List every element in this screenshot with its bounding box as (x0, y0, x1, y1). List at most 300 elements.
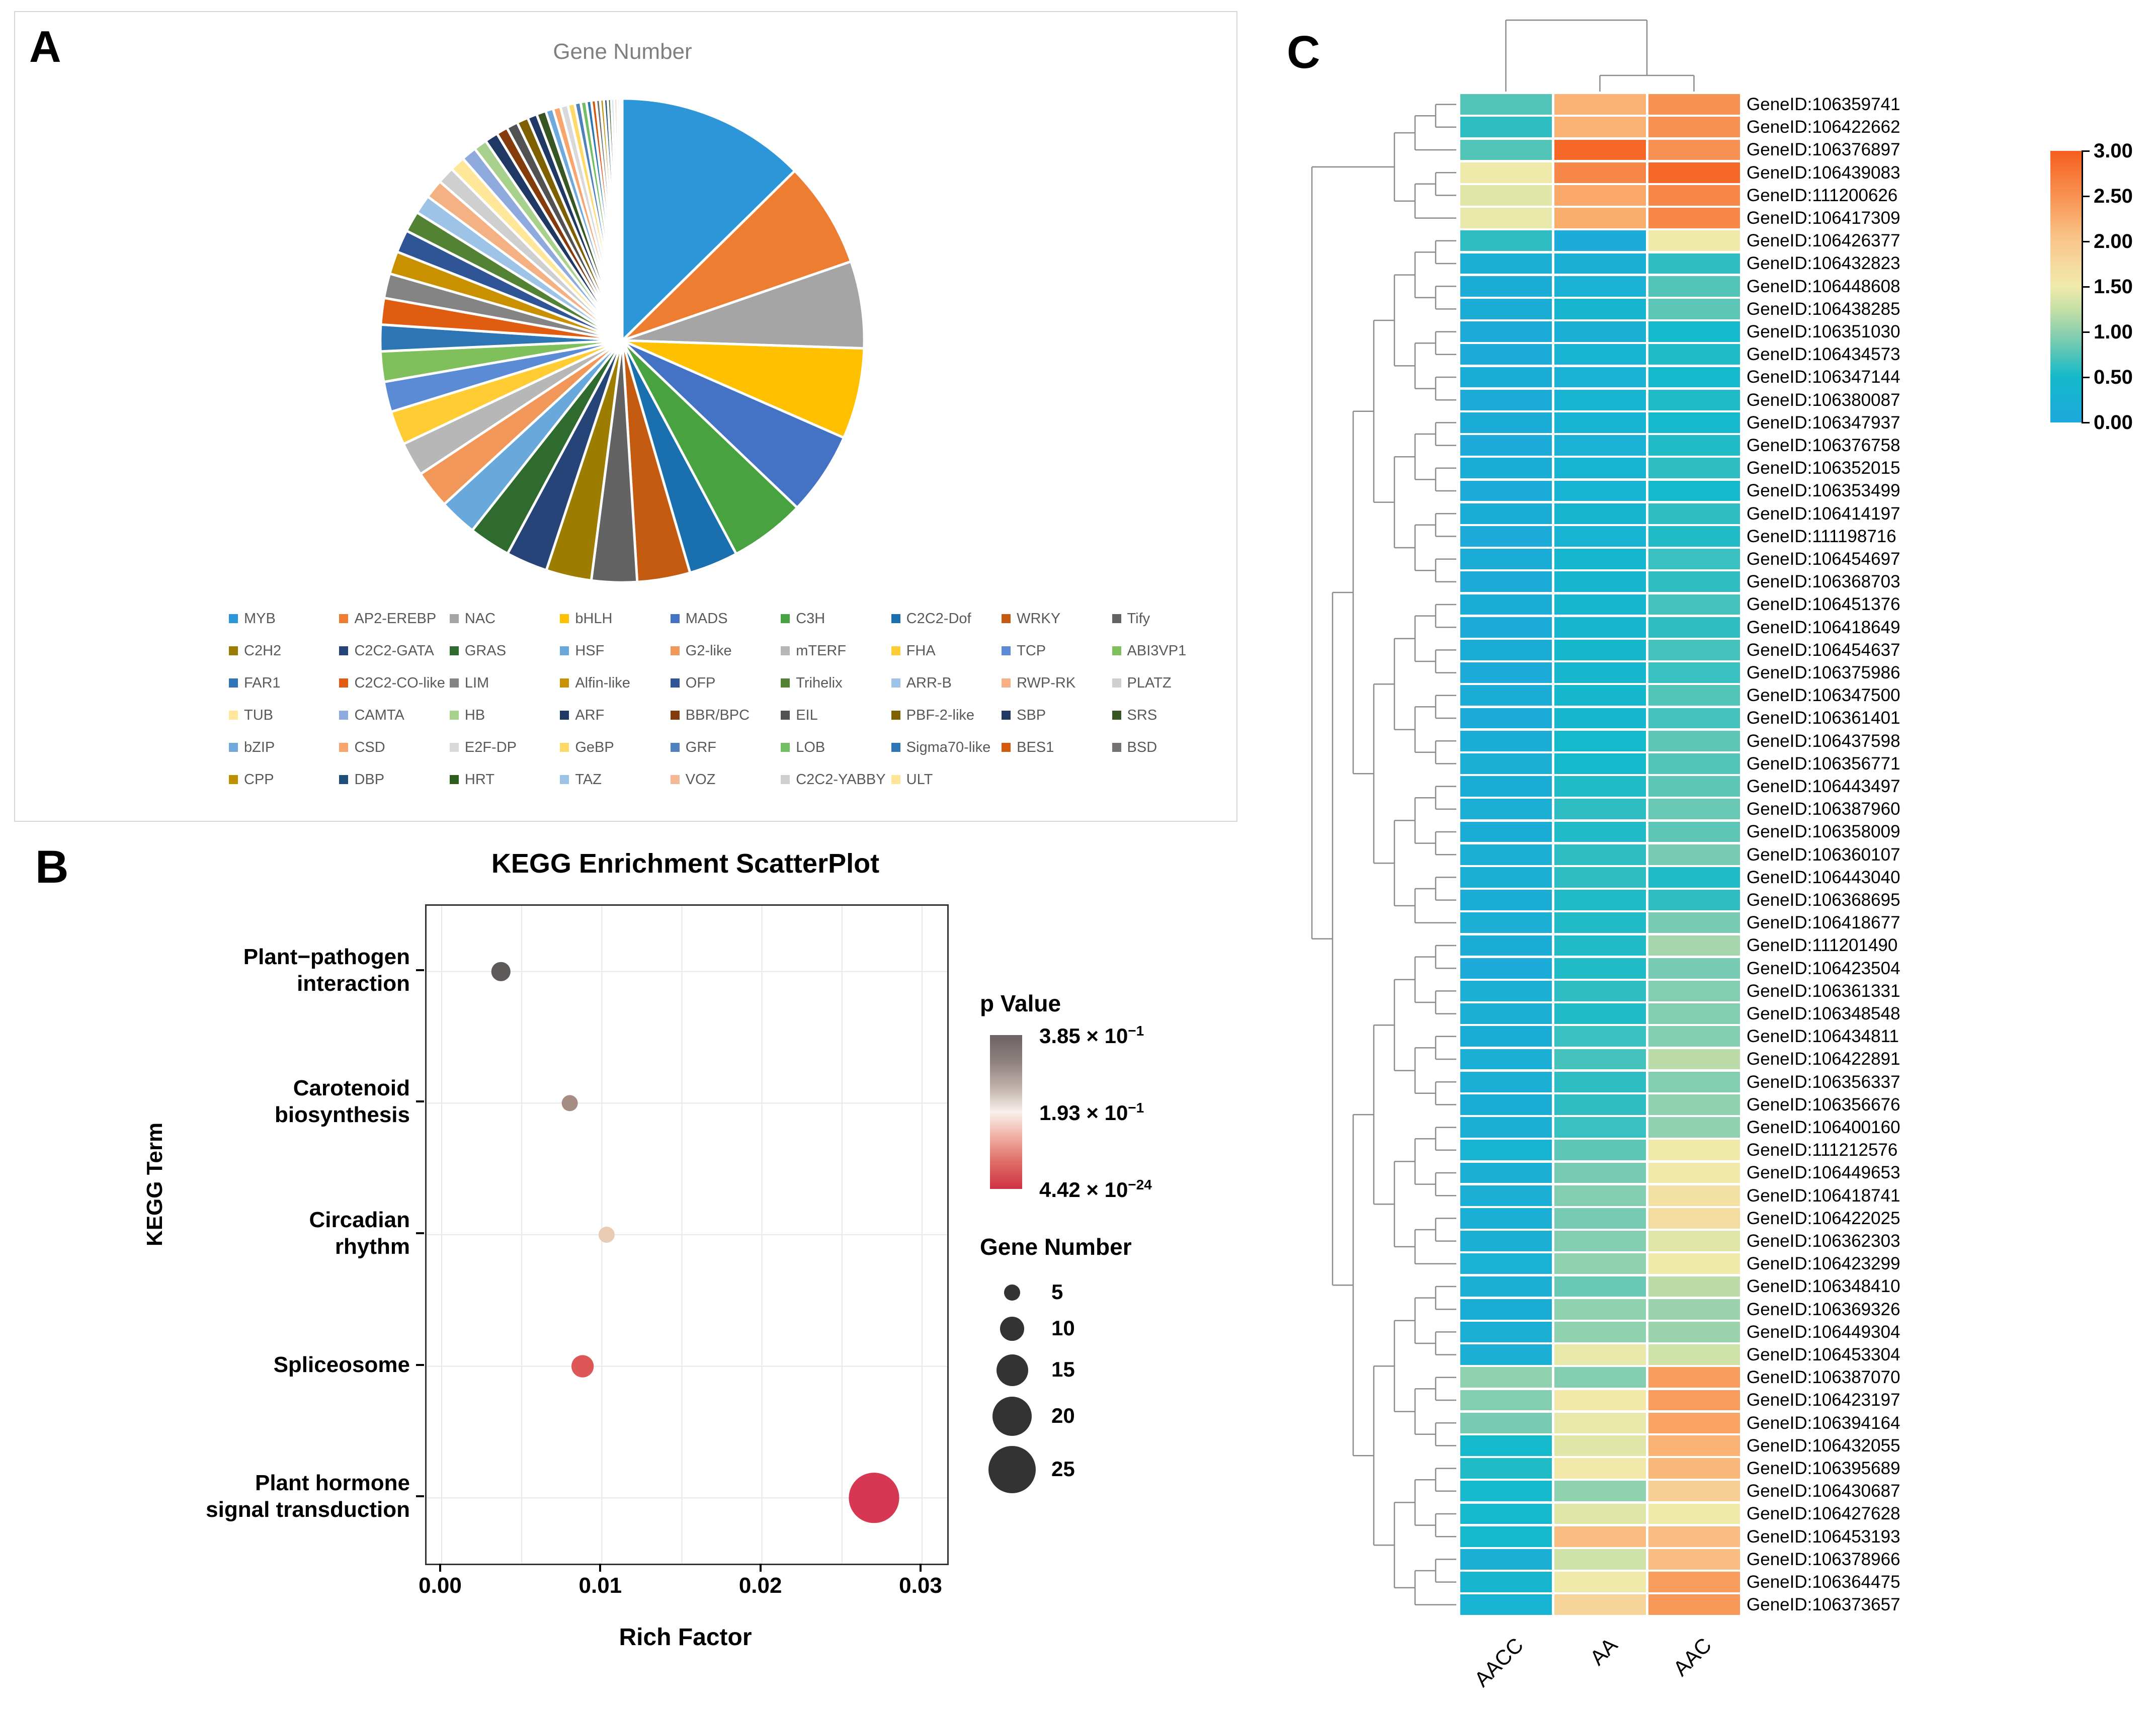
heatmap-cell (1648, 958, 1740, 979)
heatmap-cell (1460, 276, 1552, 297)
pie-legend-label: ULT (906, 771, 933, 788)
heatmap-cell (1460, 503, 1552, 524)
scatter-y-axis-label: KEGG Term (142, 1122, 167, 1247)
pie-legend-label: E2F-DP (464, 739, 517, 755)
x-tick-mark (439, 1564, 441, 1572)
heatmap-cell (1648, 844, 1740, 865)
heatmap-cell (1648, 1026, 1740, 1047)
heatmap-cell (1460, 776, 1552, 797)
heatmap-row-label: GeneID:106438285 (1747, 299, 1900, 319)
pie-legend-label: CSD (354, 739, 385, 755)
heatmap-cell (1554, 753, 1646, 774)
heatmap-row-label: GeneID:106414197 (1747, 503, 1900, 524)
heatmap-row-label: GeneID:106439083 (1747, 162, 1900, 183)
heatmap-cell (1648, 822, 1740, 842)
heatmap-row-label: GeneID:106364475 (1747, 1572, 1900, 1592)
heatmap-cell (1554, 1253, 1646, 1274)
heatmap-cell (1460, 458, 1552, 478)
heatmap-cell (1554, 1549, 1646, 1570)
heatmap-cell (1460, 526, 1552, 547)
heatmap-cell (1554, 890, 1646, 910)
heatmap-cell (1554, 162, 1646, 183)
heatmap-cell (1554, 1322, 1646, 1342)
heatmap-cell (1460, 1094, 1552, 1115)
panel-a-letter: A (29, 22, 61, 71)
size-legend-value: 5 (1051, 1280, 1063, 1304)
heatmap-cell (1648, 1435, 1740, 1456)
heatmap-cell (1554, 708, 1646, 729)
heatmap-colorbar (2050, 151, 2083, 422)
heatmap-cell (1554, 503, 1646, 524)
heatmap-cell (1460, 140, 1552, 160)
heatmap-row-label: GeneID:106422662 (1747, 117, 1900, 137)
heatmap-cell (1648, 1163, 1740, 1183)
pie-legend-label: Tify (1127, 610, 1150, 627)
heatmap-cell (1460, 958, 1552, 979)
heatmap-row-label: GeneID:106430687 (1747, 1481, 1900, 1501)
heatmap-row-label: GeneID:111198716 (1747, 526, 1896, 546)
heatmap-cell (1460, 708, 1552, 729)
pie-legend-label: NAC (464, 610, 496, 627)
pvalue-tick-label: $3.85 \times 10^{-1}$ (1039, 1023, 1144, 1048)
heatmap-row-label: GeneID:106358009 (1747, 822, 1900, 842)
pie-legend-label: TCP (1017, 642, 1046, 659)
heatmap-cell (1648, 640, 1740, 660)
heatmap-cell (1648, 890, 1740, 910)
heatmap-cell (1554, 844, 1646, 865)
heatmap-cell (1554, 1367, 1646, 1388)
heatmap-cell (1648, 594, 1740, 615)
heatmap-cell (1460, 1458, 1552, 1479)
heatmap-cell (1554, 594, 1646, 615)
heatmap-cell (1460, 230, 1552, 251)
scatter-y-category: Plant−pathogen interaction (243, 944, 410, 996)
heatmap-row-label: GeneID:106449304 (1747, 1322, 1900, 1342)
heatmap-cell (1554, 230, 1646, 251)
heatmap-row-label: GeneID:106454697 (1747, 549, 1900, 569)
pie-legend-label: BSD (1127, 739, 1157, 755)
heatmap-cell (1554, 867, 1646, 888)
scatter-x-tick: 0.03 (899, 1573, 942, 1598)
heatmap-cell (1554, 117, 1646, 137)
pie-legend-label: Alfin-like (575, 674, 630, 691)
heatmap-cell (1648, 1413, 1740, 1433)
heatmap-row-label: GeneID:106432823 (1747, 253, 1900, 274)
heatmap-cell (1460, 1140, 1552, 1160)
scatter-x-axis-label: Rich Factor (619, 1624, 752, 1651)
heatmap-cell (1554, 1049, 1646, 1070)
heatmap-row-label: GeneID:106387070 (1747, 1367, 1900, 1388)
heatmap-row-label: GeneID:106380087 (1747, 390, 1900, 410)
colorbar-tick-label: 1.50 (2094, 276, 2133, 298)
heatmap-cell (1460, 1117, 1552, 1138)
heatmap-cell (1460, 162, 1552, 183)
heatmap-cell (1554, 435, 1646, 456)
scatter-y-category: Circadian rhythm (309, 1208, 410, 1259)
pie-legend-label: PBF-2-like (906, 707, 975, 723)
heatmap-cell (1460, 1299, 1552, 1320)
heatmap-row-label: GeneID:106453193 (1747, 1526, 1900, 1547)
pie-legend-label: GRF (685, 739, 716, 755)
pie-legend-label: FAR1 (244, 674, 281, 691)
heatmap-row-label: GeneID:106454637 (1747, 640, 1900, 660)
x-tick-mark (599, 1564, 601, 1572)
colorbar-tick-label: 2.00 (2094, 230, 2133, 252)
heatmap-cell (1460, 731, 1552, 751)
heatmap-row-label: GeneID:106348548 (1747, 1004, 1900, 1023)
heatmap-row-label: GeneID:106437598 (1747, 731, 1900, 751)
heatmap-column-label: AA (1585, 1633, 1622, 1670)
heatmap-cell (1648, 708, 1740, 729)
heatmap-cell (1554, 958, 1646, 979)
colorbar-tick-mark (2082, 241, 2090, 242)
heatmap-cell (1460, 1344, 1552, 1365)
heatmap-cell (1460, 844, 1552, 865)
heatmap-cell (1648, 1049, 1740, 1070)
heatmap-cell (1554, 1094, 1646, 1115)
heatmap-cell (1554, 1276, 1646, 1297)
heatmap-row-label: GeneID:106417309 (1747, 208, 1900, 228)
pie-legend-label: bZIP (244, 739, 275, 755)
heatmap-cell (1554, 935, 1646, 956)
heatmap-cell (1648, 503, 1740, 524)
heatmap-cell (1648, 344, 1740, 365)
heatmap-cell (1554, 549, 1646, 569)
scatter-y-category: Plant hormone signal transduction (206, 1471, 410, 1522)
heatmap-cell (1648, 731, 1740, 751)
heatmap-cell (1648, 367, 1740, 388)
heatmap-cell (1648, 685, 1740, 706)
heatmap-row-label: GeneID:106394164 (1747, 1413, 1900, 1433)
pie-legend-label: HSF (575, 642, 605, 659)
heatmap-cell (1460, 390, 1552, 410)
heatmap-cell (1460, 481, 1552, 501)
heatmap-cell (1554, 662, 1646, 683)
pie-legend-label: VOZ (685, 771, 716, 788)
heatmap-cell (1554, 253, 1646, 274)
pie-legend-label: BES1 (1017, 739, 1054, 755)
heatmap-cell (1460, 594, 1552, 615)
heatmap-cell (1648, 230, 1740, 251)
heatmap-row-label: GeneID:106347937 (1747, 412, 1900, 433)
heatmap-cell (1554, 1208, 1646, 1229)
size-legend-value: 10 (1051, 1316, 1075, 1340)
scatter-y-category: Spliceosome (273, 1352, 410, 1378)
pie-legend-label: DBP (354, 771, 385, 788)
heatmap-cell (1460, 185, 1552, 206)
colorbar-tick-label: 0.50 (2094, 366, 2133, 388)
panel-b-letter: B (35, 841, 69, 893)
heatmap-cell (1460, 1322, 1552, 1342)
heatmap-row-label: GeneID:106356771 (1747, 753, 1900, 774)
heatmap-row-label: GeneID:106376897 (1747, 140, 1900, 160)
heatmap-row-label: GeneID:106443497 (1747, 777, 1900, 796)
heatmap-cell (1554, 1390, 1646, 1411)
heatmap-cell (1554, 481, 1646, 501)
heatmap-cell (1554, 185, 1646, 206)
heatmap-cell (1648, 140, 1740, 160)
heatmap-cell (1554, 390, 1646, 410)
heatmap-cell (1554, 1526, 1646, 1547)
pie-legend-label: SRS (1127, 707, 1157, 723)
pie-legend-label: ARR-B (906, 674, 952, 691)
heatmap-cell (1648, 390, 1740, 410)
heatmap-cell (1460, 1003, 1552, 1024)
pie-legend-label: RWP-RK (1017, 674, 1076, 691)
heatmap-row-label: GeneID:106432055 (1747, 1435, 1900, 1456)
heatmap-cell (1648, 162, 1740, 183)
heatmap-cell (1648, 117, 1740, 137)
heatmap-cell (1460, 981, 1552, 1001)
pie-legend-label: BBR/BPC (685, 707, 750, 723)
heatmap-row-label: GeneID:106347144 (1747, 367, 1900, 387)
pie-legend-label: LOB (796, 739, 825, 755)
heatmap-cell (1648, 1481, 1740, 1501)
heatmap-cell (1554, 981, 1646, 1001)
heatmap-cell (1460, 1367, 1552, 1388)
heatmap-row-label: GeneID:106373657 (1747, 1595, 1900, 1615)
scatter-x-tick: 0.00 (419, 1573, 462, 1598)
pie-legend-label: Sigma70-like (906, 739, 991, 755)
pie-legend-label: GeBP (575, 739, 614, 755)
heatmap-cell (1554, 1413, 1646, 1433)
heatmap-cell (1554, 571, 1646, 592)
heatmap-cell (1554, 1231, 1646, 1251)
pie-legend-label: WRKY (1017, 610, 1061, 627)
heatmap-cell (1460, 1390, 1552, 1411)
pie-legend-label: PLATZ (1127, 674, 1172, 691)
heatmap-cell (1460, 867, 1552, 888)
colorbar-tick-mark (2082, 150, 2090, 152)
pie-legend-label: EIL (796, 707, 818, 723)
heatmap-cell (1648, 912, 1740, 933)
heatmap-cell (1648, 1526, 1740, 1547)
heatmap-cell (1460, 799, 1552, 819)
heatmap-cell (1460, 1185, 1552, 1206)
size-legend-title: Gene Number (980, 1234, 1132, 1260)
colorbar-tick-mark (2082, 286, 2090, 288)
y-tick-mark (416, 969, 424, 971)
heatmap-cell (1554, 912, 1646, 933)
pie-legend-label: bHLH (575, 610, 613, 627)
heatmap-cell (1460, 367, 1552, 388)
heatmap-cell (1648, 1140, 1740, 1160)
heatmap-cell (1460, 662, 1552, 683)
heatmap-cell (1648, 481, 1740, 501)
heatmap-row-label: GeneID:106449653 (1747, 1163, 1900, 1183)
heatmap-cell (1460, 753, 1552, 774)
y-tick-mark (416, 1364, 424, 1366)
heatmap-cell (1460, 1526, 1552, 1547)
heatmap-cell (1554, 458, 1646, 478)
heatmap-row-label: GeneID:106427628 (1747, 1504, 1900, 1524)
pie-legend-label: Trihelix (796, 674, 843, 691)
pie-legend-label: HRT (464, 771, 494, 788)
heatmap-cell (1554, 822, 1646, 842)
heatmap-cell (1460, 549, 1552, 569)
heatmap-cell (1554, 1163, 1646, 1183)
heatmap-cell (1460, 299, 1552, 319)
heatmap-cell (1648, 1572, 1740, 1592)
heatmap-row-label: GeneID:106451376 (1747, 594, 1900, 615)
heatmap-row-label: GeneID:111201490 (1747, 935, 1898, 956)
heatmap-cell (1554, 1140, 1646, 1160)
heatmap-cell (1648, 753, 1740, 774)
heatmap-cell (1554, 1344, 1646, 1365)
colorbar-tick-mark (2082, 377, 2090, 378)
heatmap-cell (1554, 94, 1646, 115)
heatmap-cell (1648, 1594, 1740, 1615)
heatmap-row-label: GeneID:106418677 (1747, 913, 1900, 933)
heatmap-row-label: GeneID:106352015 (1747, 458, 1900, 478)
heatmap-cell (1554, 776, 1646, 797)
size-legend-value: 25 (1051, 1457, 1075, 1481)
heatmap-cell (1554, 526, 1646, 547)
heatmap-cell (1460, 435, 1552, 456)
pie-legend-label: C2C2-Dof (906, 610, 971, 627)
heatmap-cell (1554, 685, 1646, 706)
pie-legend-label: TAZ (575, 771, 602, 788)
heatmap-cell (1554, 321, 1646, 342)
heatmap-cell (1554, 344, 1646, 365)
heatmap-cell (1648, 662, 1740, 683)
heatmap-cell (1648, 1458, 1740, 1479)
heatmap-row-label: GeneID:106351030 (1747, 322, 1900, 341)
pie-legend-label: C3H (796, 610, 825, 627)
heatmap-column-label: AAC (1668, 1633, 1716, 1681)
pie-legend-label: LIM (464, 674, 489, 691)
y-tick-mark (416, 1100, 424, 1102)
heatmap-row-label: GeneID:106378966 (1747, 1549, 1900, 1569)
heatmap-cell (1460, 1549, 1552, 1570)
heatmap-row-label: GeneID:106434573 (1747, 345, 1900, 365)
heatmap-cell (1460, 1163, 1552, 1183)
heatmap-cell (1554, 412, 1646, 433)
heatmap-row-label: GeneID:106443040 (1747, 867, 1900, 887)
pie-legend-label: GRAS (464, 642, 507, 659)
heatmap-row-label: GeneID:106418649 (1747, 617, 1900, 637)
heatmap-row-label: GeneID:106356676 (1747, 1094, 1900, 1115)
heatmap-row-label: GeneID:106348410 (1747, 1276, 1900, 1297)
heatmap-cell (1648, 1504, 1740, 1524)
heatmap-cell (1554, 1594, 1646, 1615)
heatmap-cell (1554, 1003, 1646, 1024)
heatmap-cell (1460, 321, 1552, 342)
heatmap-cell (1648, 253, 1740, 274)
heatmap-cell (1460, 94, 1552, 115)
scatter-y-category: Carotenoid biosynthesis (275, 1076, 410, 1128)
colorbar-tick-label: 2.50 (2094, 185, 2133, 207)
heatmap-cell (1460, 1208, 1552, 1229)
size-legend-value: 20 (1051, 1404, 1075, 1427)
heatmap-row-label: GeneID:106368703 (1747, 572, 1900, 592)
heatmap-cell (1648, 1322, 1740, 1342)
heatmap-row-label: GeneID:111200626 (1747, 185, 1898, 205)
heatmap-cell (1554, 1299, 1646, 1320)
pvalue-tick-label: $4.42 \times 10^{-24}$ (1039, 1177, 1152, 1202)
pie-legend-label: CPP (244, 771, 274, 788)
heatmap-cell (1554, 1458, 1646, 1479)
heatmap-cell (1460, 412, 1552, 433)
heatmap-cell (1648, 526, 1740, 547)
heatmap-cell (1554, 1072, 1646, 1092)
x-tick-mark (920, 1564, 922, 1572)
heatmap-row-label: GeneID:106423197 (1747, 1390, 1900, 1410)
heatmap-row-label: GeneID:106359741 (1747, 95, 1900, 114)
heatmap-row-label: GeneID:106395689 (1747, 1459, 1900, 1478)
heatmap-cell (1648, 1003, 1740, 1024)
pie-legend-label: CAMTA (354, 707, 404, 723)
heatmap-cell (1648, 1208, 1740, 1229)
heatmap-row-label: GeneID:106422025 (1747, 1208, 1900, 1228)
heatmap-cell (1648, 867, 1740, 888)
pie-legend-label: MYB (244, 610, 276, 627)
heatmap-row-label: GeneID:106356337 (1747, 1072, 1900, 1092)
heatmap-row-label: GeneID:106376758 (1747, 436, 1900, 455)
heatmap-cell (1648, 799, 1740, 819)
heatmap-row-label: GeneID:106434811 (1747, 1026, 1899, 1047)
heatmap-cell (1648, 935, 1740, 956)
heatmap-cell (1460, 640, 1552, 660)
heatmap-cell (1648, 571, 1740, 592)
heatmap-cell (1460, 1072, 1552, 1092)
pvalue-tick-label: $1.93 \times 10^{-1}$ (1039, 1100, 1144, 1125)
colorbar-tick-label: 3.00 (2094, 140, 2133, 162)
heatmap-cell (1648, 458, 1740, 478)
heatmap-cell (1554, 1572, 1646, 1592)
pie-title: Gene Number (553, 39, 692, 64)
pie-legend-label: TUB (244, 707, 273, 723)
heatmap-cell (1460, 1231, 1552, 1251)
pie-legend-label: G2-like (685, 642, 732, 659)
heatmap-cell (1460, 1049, 1552, 1070)
pie-legend-label: mTERF (796, 642, 847, 659)
heatmap-cell (1648, 1185, 1740, 1206)
pie-legend-label: ARF (575, 707, 605, 723)
heatmap-cell (1460, 571, 1552, 592)
heatmap-cell (1554, 640, 1646, 660)
heatmap-row-label: GeneID:106369326 (1747, 1299, 1900, 1319)
heatmap-cell (1648, 776, 1740, 797)
pie-legend-label: OFP (685, 674, 716, 691)
pie-legend-label: AP2-EREBP (354, 610, 437, 627)
heatmap-column-label: AACC (1469, 1633, 1528, 1692)
heatmap-row-label: GeneID:106361331 (1747, 981, 1900, 1001)
colorbar-tick-mark (2082, 422, 2090, 423)
heatmap-cell (1648, 1276, 1740, 1297)
heatmap-cell (1460, 822, 1552, 842)
heatmap-cell (1648, 299, 1740, 319)
pie-legend-label: C2C2-YABBY (796, 771, 886, 788)
heatmap-row-label: GeneID:106423504 (1747, 958, 1900, 978)
panel-c-letter: C (1287, 27, 1320, 78)
colorbar-tick-label: 0.00 (2094, 411, 2133, 434)
heatmap-cell (1648, 1094, 1740, 1115)
heatmap-cell (1554, 299, 1646, 319)
heatmap-cell (1648, 1253, 1740, 1274)
heatmap-cell (1648, 1072, 1740, 1092)
heatmap-cell (1648, 1549, 1740, 1570)
heatmap-cell (1554, 1117, 1646, 1138)
heatmap-cell (1460, 253, 1552, 274)
heatmap-cell (1460, 1504, 1552, 1524)
heatmap-cell (1554, 1504, 1646, 1524)
heatmap-cell (1460, 1276, 1552, 1297)
heatmap-cell (1460, 617, 1552, 638)
heatmap-cell (1648, 981, 1740, 1001)
heatmap-row-label: GeneID:106368695 (1747, 890, 1900, 910)
heatmap-row-label: GeneID:106418741 (1747, 1185, 1900, 1206)
